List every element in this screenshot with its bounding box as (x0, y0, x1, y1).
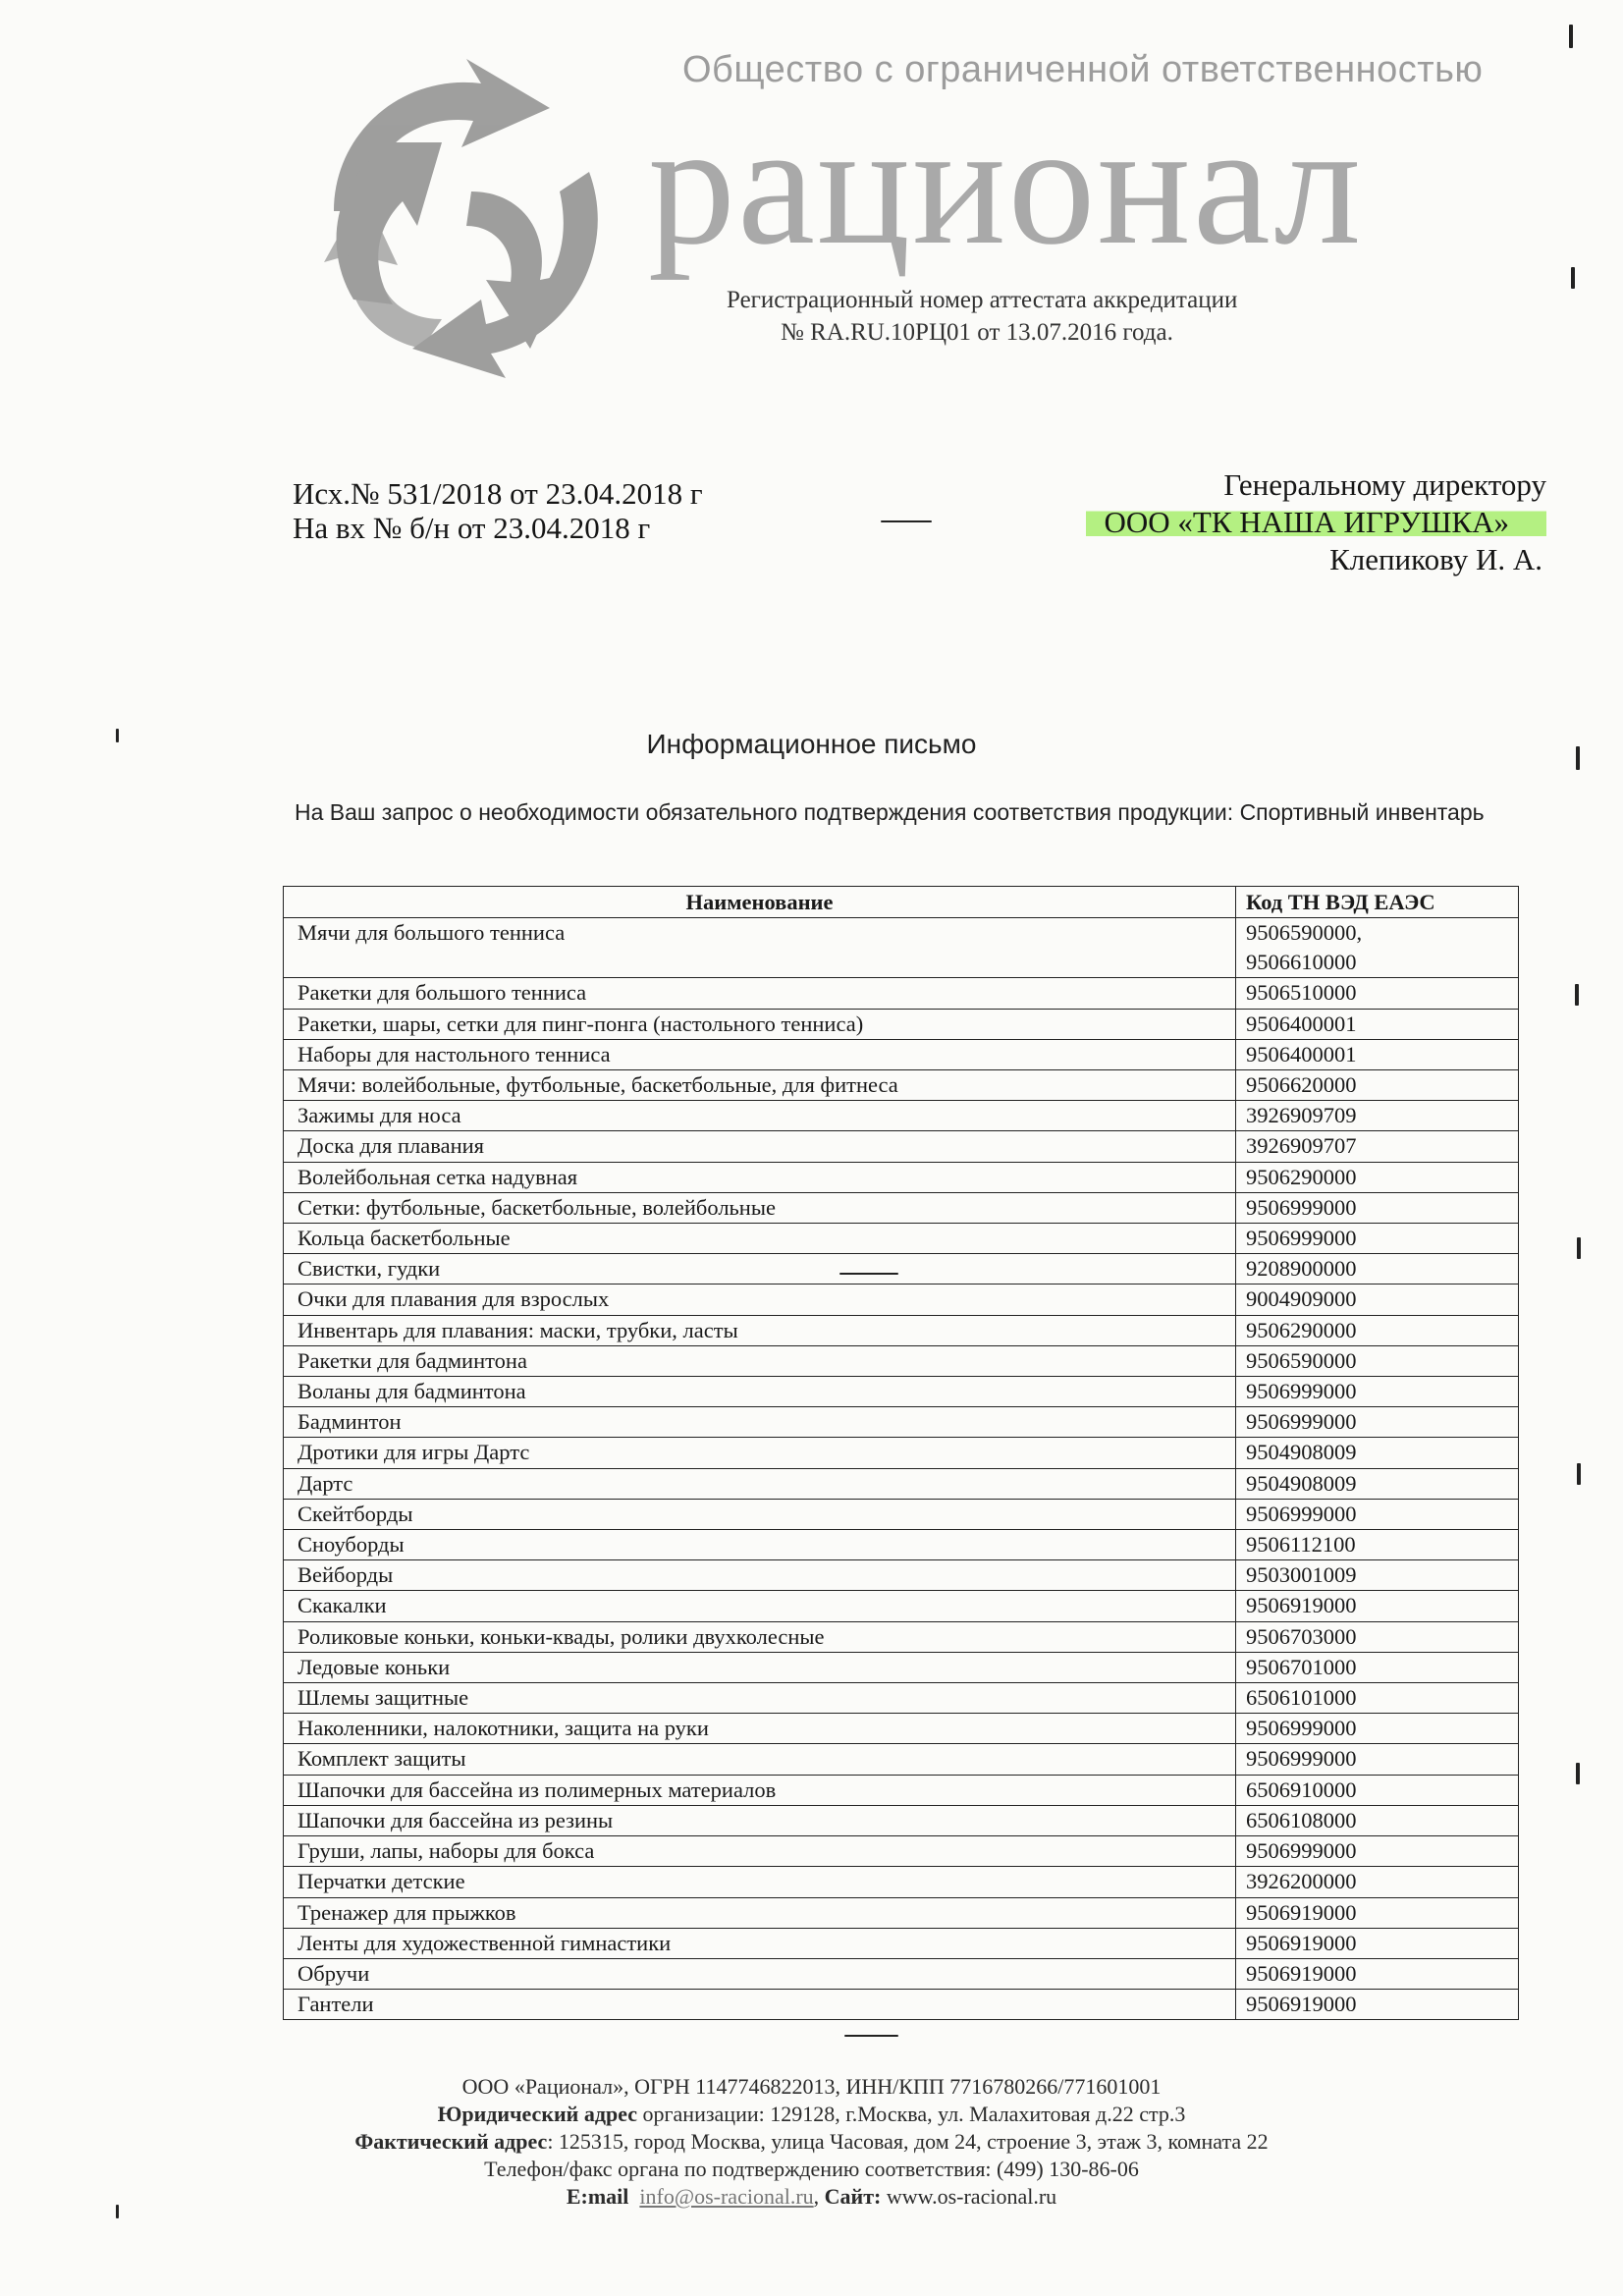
table-header-row (284, 887, 1519, 918)
product-code-cell: 3926909709 (1236, 1101, 1519, 1131)
footer-email-label: E:mail (566, 2184, 629, 2209)
scan-speck (1571, 267, 1575, 289)
product-code-cell: 9506290000 (1236, 1315, 1519, 1345)
table-row (284, 1805, 1519, 1835)
company-logo-icon (295, 54, 619, 378)
product-name-cell: Наколенники, налокотники, защита на руки (284, 1714, 1236, 1744)
product-code-cell: 9506919000 (1236, 1897, 1519, 1928)
table-row (284, 1192, 1519, 1223)
accreditation-line-1: Регистрационный номер аттестата аккредитации (727, 287, 1238, 313)
scan-speck (881, 520, 932, 522)
product-name-cell: Шапочки для бассейна из полимерных материалов (284, 1775, 1236, 1805)
table-row (284, 1468, 1519, 1499)
product-code-cell: 9503001009 (1236, 1560, 1519, 1591)
scan-speck (116, 729, 119, 742)
product-name-cell: Роликовые коньки, коньки-квады, ролики двухколесные (284, 1621, 1236, 1652)
footer-contacts: E:mail info@os-racional.ru, Сайт: www.os-racional.ru (566, 2184, 1057, 2209)
product-name-cell: Скакалки (284, 1591, 1236, 1621)
table-row (284, 1345, 1519, 1376)
table-row (284, 1101, 1519, 1131)
table-row (284, 1039, 1519, 1069)
footer-legal-address-value: организации: 129128, г.Москва, ул. Малахитовая д.22 стр.3 (637, 2102, 1186, 2126)
footer-company: ООО «Рационал», ОГРН 1147746822013, ИНН/КПП 7716780266/771601001 (461, 2074, 1162, 2099)
addressee-company-text: ООО «ТК НАША ИГРУШКА» (1086, 505, 1546, 539)
table-row (284, 1254, 1519, 1285)
table-row (284, 1652, 1519, 1682)
product-name-cell: Доска для плавания (284, 1131, 1236, 1162)
product-name-cell: Шапочки для бассейна из резины (284, 1805, 1236, 1835)
product-code-cell: 9506510000 (1236, 978, 1519, 1009)
product-name-cell: Инвентарь для плавания: маски, трубки, ласты (284, 1315, 1236, 1345)
table-body (284, 918, 1519, 2020)
table-row (284, 1438, 1519, 1468)
product-name-cell: Гантели (284, 1990, 1236, 2020)
footer-email-link[interactable]: info@os-racional.ru (639, 2184, 814, 2209)
table-row (284, 1315, 1519, 1345)
table-row (284, 1867, 1519, 1897)
product-name-cell: Обручи (284, 1958, 1236, 1989)
product-code-cell: 9504908009 (1236, 1438, 1519, 1468)
footer-site-label: Сайт: (824, 2184, 882, 2209)
table-row (284, 1990, 1519, 2020)
product-code-cell: 9208900000 (1236, 1254, 1519, 1285)
product-code-cell: 9506919000 (1236, 1958, 1519, 1989)
product-name-cell: Мячи для большого тенниса (284, 918, 1236, 978)
product-code-cell: 9506112100 (1236, 1530, 1519, 1560)
footer-phone: Телефон/факс органа по подтверждению соответствия: (499) 130-86-06 (484, 2157, 1139, 2181)
product-code-cell: 9506999000 (1236, 1224, 1519, 1254)
company-name: рационал (648, 86, 1364, 281)
footer-actual-address-label: Фактический адрес (354, 2129, 548, 2154)
request-text: На Ваш запрос о необходимости обязательного подтверждения соответствия продукции: Спортивный инвентарь (295, 799, 1485, 825)
product-name-cell: Свистки, гудки (284, 1254, 1236, 1285)
product-name-cell: Комплект защиты (284, 1744, 1236, 1775)
product-code-cell: 9506620000 (1236, 1070, 1519, 1101)
footer-legal-address-label: Юридический адрес (437, 2102, 638, 2126)
product-code-cell: 9506590000 (1236, 1345, 1519, 1376)
footer-legal-address (0, 2102, 1623, 2127)
product-code-cell: 9506919000 (1236, 1928, 1519, 1958)
table-row (284, 1683, 1519, 1714)
product-code-cell: 6506101000 (1236, 1683, 1519, 1714)
product-code-cell: 9506919000 (1236, 1591, 1519, 1621)
table-row (284, 1897, 1519, 1928)
scan-speck (1575, 984, 1579, 1006)
table-row (284, 1224, 1519, 1254)
table-row (284, 1714, 1519, 1744)
product-code-cell: 6506108000 (1236, 1805, 1519, 1835)
table-row (284, 978, 1519, 1009)
product-code-cell: 9506919000 (1236, 1990, 1519, 2020)
product-name-cell: Воланы для бадминтона (284, 1377, 1236, 1407)
product-code-cell: 9506400001 (1236, 1039, 1519, 1069)
scan-speck (1577, 1463, 1581, 1485)
table-row (284, 1407, 1519, 1438)
accreditation-line-2: № RA.RU.10РЦ01 от 13.07.2016 года. (781, 319, 1173, 346)
incoming-reference: На вх № б/н от 23.04.2018 г (293, 511, 651, 545)
scan-speck (116, 2205, 119, 2218)
product-code-cell: 9506999000 (1236, 1499, 1519, 1529)
product-name-cell: Груши, лапы, наборы для бокса (284, 1836, 1236, 1867)
product-name-cell: Тренажер для прыжков (284, 1897, 1236, 1928)
table-row (284, 1775, 1519, 1805)
product-code-cell: 9506703000 (1236, 1621, 1519, 1652)
scan-speck (1576, 1763, 1580, 1784)
scan-speck (839, 1273, 898, 1275)
table-row (284, 1621, 1519, 1652)
addressee-company (1086, 505, 1546, 540)
product-code-cell: 9506999000 (1236, 1407, 1519, 1438)
product-code-cell: 6506910000 (1236, 1775, 1519, 1805)
product-name-cell: Сноуборды (284, 1530, 1236, 1560)
outgoing-reference: Исх.№ 531/2018 от 23.04.2018 г (293, 476, 703, 511)
product-name-cell: Ледовые коньки (284, 1652, 1236, 1682)
table-row (284, 1377, 1519, 1407)
product-name-cell: Мячи: волейбольные, футбольные, баскетбольные, для фитнеса (284, 1070, 1236, 1101)
document-title: Информационное письмо (646, 729, 977, 759)
product-name-cell: Зажимы для носа (284, 1101, 1236, 1131)
table-row (284, 918, 1519, 978)
product-name-cell: Дротики для игры Дартс (284, 1438, 1236, 1468)
table-row (284, 1744, 1519, 1775)
scan-speck (1577, 1237, 1581, 1259)
company-type: Общество с ограниченной ответственностью (682, 49, 1484, 90)
product-name-cell: Дартс (284, 1468, 1236, 1499)
product-code-cell: 9506290000 (1236, 1162, 1519, 1192)
product-name-cell: Волейбольная сетка надувная (284, 1162, 1236, 1192)
product-name-cell: Бадминтон (284, 1407, 1236, 1438)
footer-actual-address (0, 2129, 1623, 2155)
product-name-cell: Наборы для настольного тенниса (284, 1039, 1236, 1069)
table-row (284, 1131, 1519, 1162)
table-row (284, 1836, 1519, 1867)
product-name-cell: Ракетки для большого тенниса (284, 978, 1236, 1009)
table-row (284, 1928, 1519, 1958)
scan-speck (1569, 25, 1573, 48)
table-row (284, 1070, 1519, 1101)
product-code-cell: 3926200000 (1236, 1867, 1519, 1897)
table-row (284, 1162, 1519, 1192)
product-code-cell: 9506999000 (1236, 1192, 1519, 1223)
table-row (284, 1958, 1519, 1989)
product-code-cell: 9506400001 (1236, 1009, 1519, 1039)
product-code-cell: 9506999000 (1236, 1377, 1519, 1407)
column-header-code: Код ТН ВЭД ЕАЭС (1236, 887, 1519, 918)
product-code-cell: 9506999000 (1236, 1836, 1519, 1867)
table-row (284, 1009, 1519, 1039)
product-name-cell: Вейборды (284, 1560, 1236, 1591)
addressee-name: Клепикову И. А. (1329, 542, 1542, 576)
product-code-cell: 9506999000 (1236, 1744, 1519, 1775)
scan-speck (844, 2035, 898, 2037)
product-name-cell: Очки для плавания для взрослых (284, 1285, 1236, 1315)
scan-speck (1576, 746, 1580, 770)
table-row (284, 1591, 1519, 1621)
column-header-name: Наименование (284, 887, 1236, 918)
product-name-cell: Перчатки детские (284, 1867, 1236, 1897)
product-name-cell: Сетки: футбольные, баскетбольные, волейбольные (284, 1192, 1236, 1223)
table-row (284, 1530, 1519, 1560)
product-name-cell: Скейтборды (284, 1499, 1236, 1529)
product-name-cell: Кольца баскетбольные (284, 1224, 1236, 1254)
addressee-title: Генеральному директору (1223, 467, 1546, 502)
product-name-cell: Ракетки, шары, сетки для пинг-понга (настольного тенниса) (284, 1009, 1236, 1039)
product-code-cell: 9506999000 (1236, 1714, 1519, 1744)
product-name-cell: Шлемы защитные (284, 1683, 1236, 1714)
table-row (284, 1560, 1519, 1591)
product-code-cell: 3926909707 (1236, 1131, 1519, 1162)
products-table (283, 886, 1519, 2020)
table-row (284, 1499, 1519, 1529)
product-code-cell: 9504908009 (1236, 1468, 1519, 1499)
product-name-cell: Ракетки для бадминтона (284, 1345, 1236, 1376)
product-code-cell: 9506701000 (1236, 1652, 1519, 1682)
footer-site-link[interactable]: www.os-racional.ru (886, 2184, 1057, 2209)
table-row (284, 1285, 1519, 1315)
product-code-cell: 9004909000 (1236, 1285, 1519, 1315)
product-name-cell: Ленты для художественной гимнастики (284, 1928, 1236, 1958)
footer-actual-address-value: : 125315, город Москва, улица Часовая, дом 24, строение 3, этаж 3, комната 22 (547, 2129, 1269, 2154)
product-code-cell: 9506590000, 9506610000 (1236, 918, 1519, 978)
